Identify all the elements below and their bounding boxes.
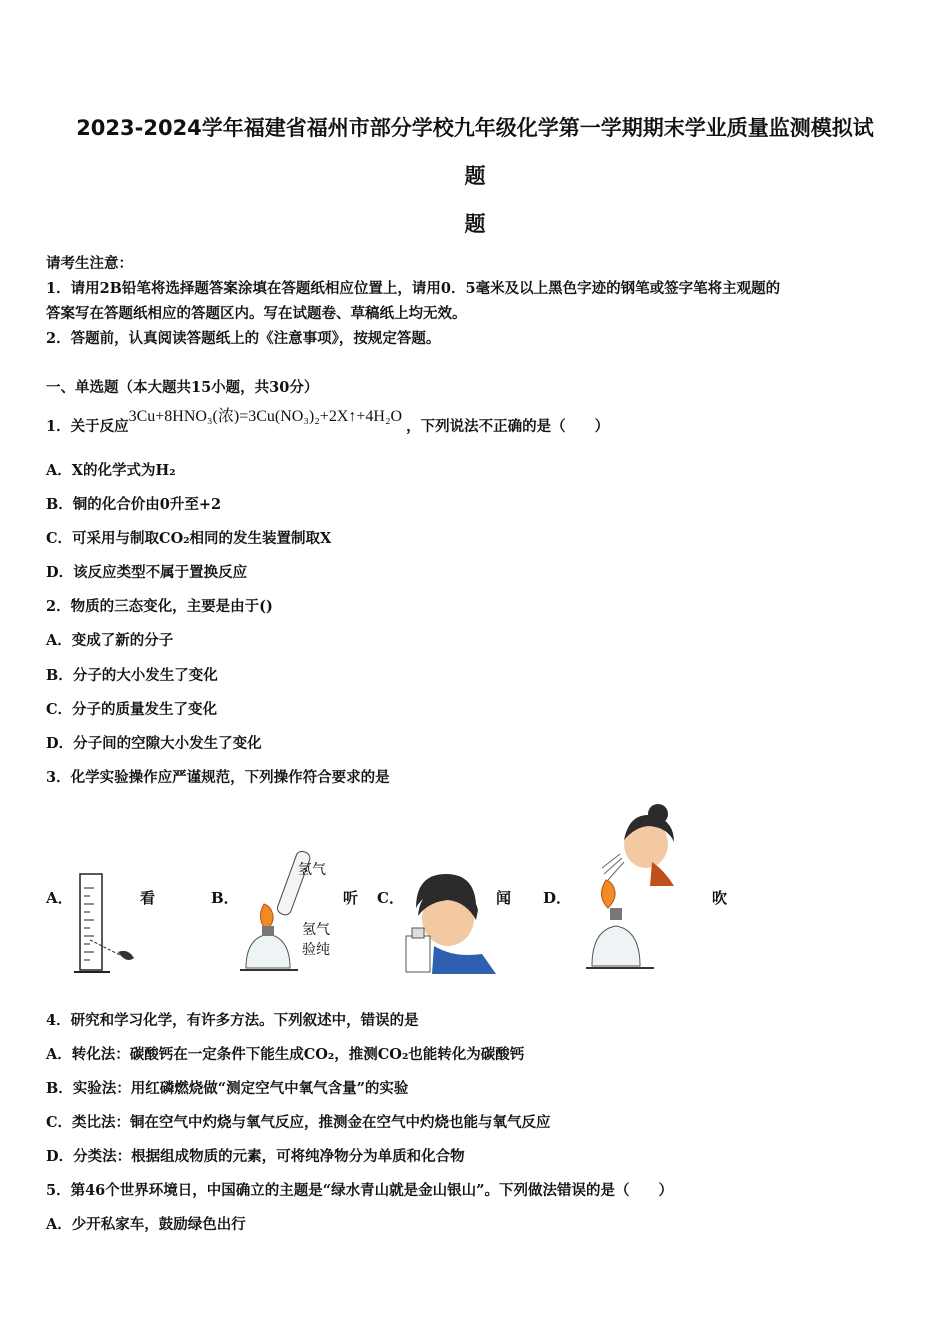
question-3-option-a-label: A．: [46, 889, 73, 907]
question-3-option-d-label: D．: [543, 889, 572, 907]
question-1-prefix: 1．关于反应: [46, 418, 129, 435]
notice-item-1-cont: 答案写在答题纸相应的答题区内。写在试题卷、草稿纸上均无效。: [46, 305, 467, 322]
document-title-cont: 题: [464, 164, 486, 188]
question-3-option-b-label: B．: [211, 889, 239, 907]
smelling-gas-figure: [404, 868, 496, 974]
question-2-option-b: B．分子的大小发生了变化: [46, 667, 218, 684]
question-2-option-a: A．变成了新的分子: [46, 632, 174, 649]
question-5-option-a: A．少开私家车，鼓励绿色出行: [46, 1216, 246, 1233]
figure-label-hydrogen: 氢气: [298, 862, 326, 878]
question-2-stem: 2．物质的三态变化，主要是由于(): [46, 598, 273, 615]
question-1-suffix: ，下列说法不正确的是（ ）: [406, 418, 610, 435]
notice-heading: 请考生注意：: [46, 255, 133, 272]
question-3-option-c-label: C．: [377, 889, 404, 907]
question-4-option-a: A．转化法：碳酸钙在一定条件下能生成CO₂，推测CO₂也能转化为碳酸钙: [46, 1046, 525, 1063]
notice-item-1: 1．请用2B铅笔将选择题答案涂填在答题纸相应位置上，请用0．5毫米及以上黑色字迹的钢笔或签字笔将主观题的: [46, 280, 781, 297]
document-title-repeat: 题: [464, 212, 486, 236]
question-4-stem: 4．研究和学习化学，有许多方法。下列叙述中，错误的是: [46, 1012, 419, 1029]
reaction-formula: 3Cu+8HNO₃(浓)=3Cu(NO₃)₂+2X↑+4H₂O: [128, 408, 403, 425]
question-2-option-d: D．分子间的空隙大小发生了变化: [46, 735, 262, 752]
question-1-option-a: A．X的化学式为H₂: [46, 462, 176, 479]
figure-label-hydrogen-2: 氢气: [302, 922, 330, 938]
blowing-lamp-figure: [582, 800, 694, 975]
question-3-option-a-word: 看: [140, 889, 156, 907]
question-5-stem: 5．第46个世界环境日，中国确立的主题是“绿水青山就是金山银山”。下列做法错误的是（ ）: [46, 1182, 673, 1199]
graduated-cylinder-figure: [70, 868, 142, 978]
hydrogen-purity-test-figure: [236, 842, 346, 977]
question-3-stem: 3．化学实验操作应严谨规范，下列操作符合要求的是: [46, 769, 390, 786]
question-1-stem: [46, 408, 610, 436]
question-1-option-d: D．该反应类型不属于置换反应: [46, 564, 248, 581]
question-4-option-b: B．实验法：用红磷燃烧做“测定空气中氧气含量”的实验: [46, 1080, 409, 1097]
question-4-option-d: D．分类法：根据组成物质的元素，可将纯净物分为单质和化合物: [46, 1148, 465, 1165]
question-3-option-c-word: 闻: [496, 889, 512, 907]
question-1-option-b: B．铜的化合价由0升至+2: [46, 496, 222, 513]
question-3-option-d-word: 吹: [712, 889, 728, 907]
figure-label-purity-test: 验纯: [302, 942, 330, 958]
question-2-option-c: C．分子的质量发生了变化: [46, 701, 218, 718]
question-3-option-b-word: 听: [343, 889, 359, 907]
question-4-option-c: C．类比法：铜在空气中灼烧与氧气反应，推测金在空气中灼烧也能与氧气反应: [46, 1114, 551, 1131]
notice-item-2: 2．答题前，认真阅读答题纸上的《注意事项》，按规定答题。: [46, 330, 441, 347]
document-title: 2023-2024学年福建省福州市部分学校九年级化学第一学期期末学业质量监测模拟试: [76, 116, 874, 140]
question-1-option-c: C．可采用与制取CO₂相同的发生装置制取X: [46, 530, 332, 547]
section-heading: 一、单选题（本大题共15小题，共30分）: [46, 379, 319, 396]
